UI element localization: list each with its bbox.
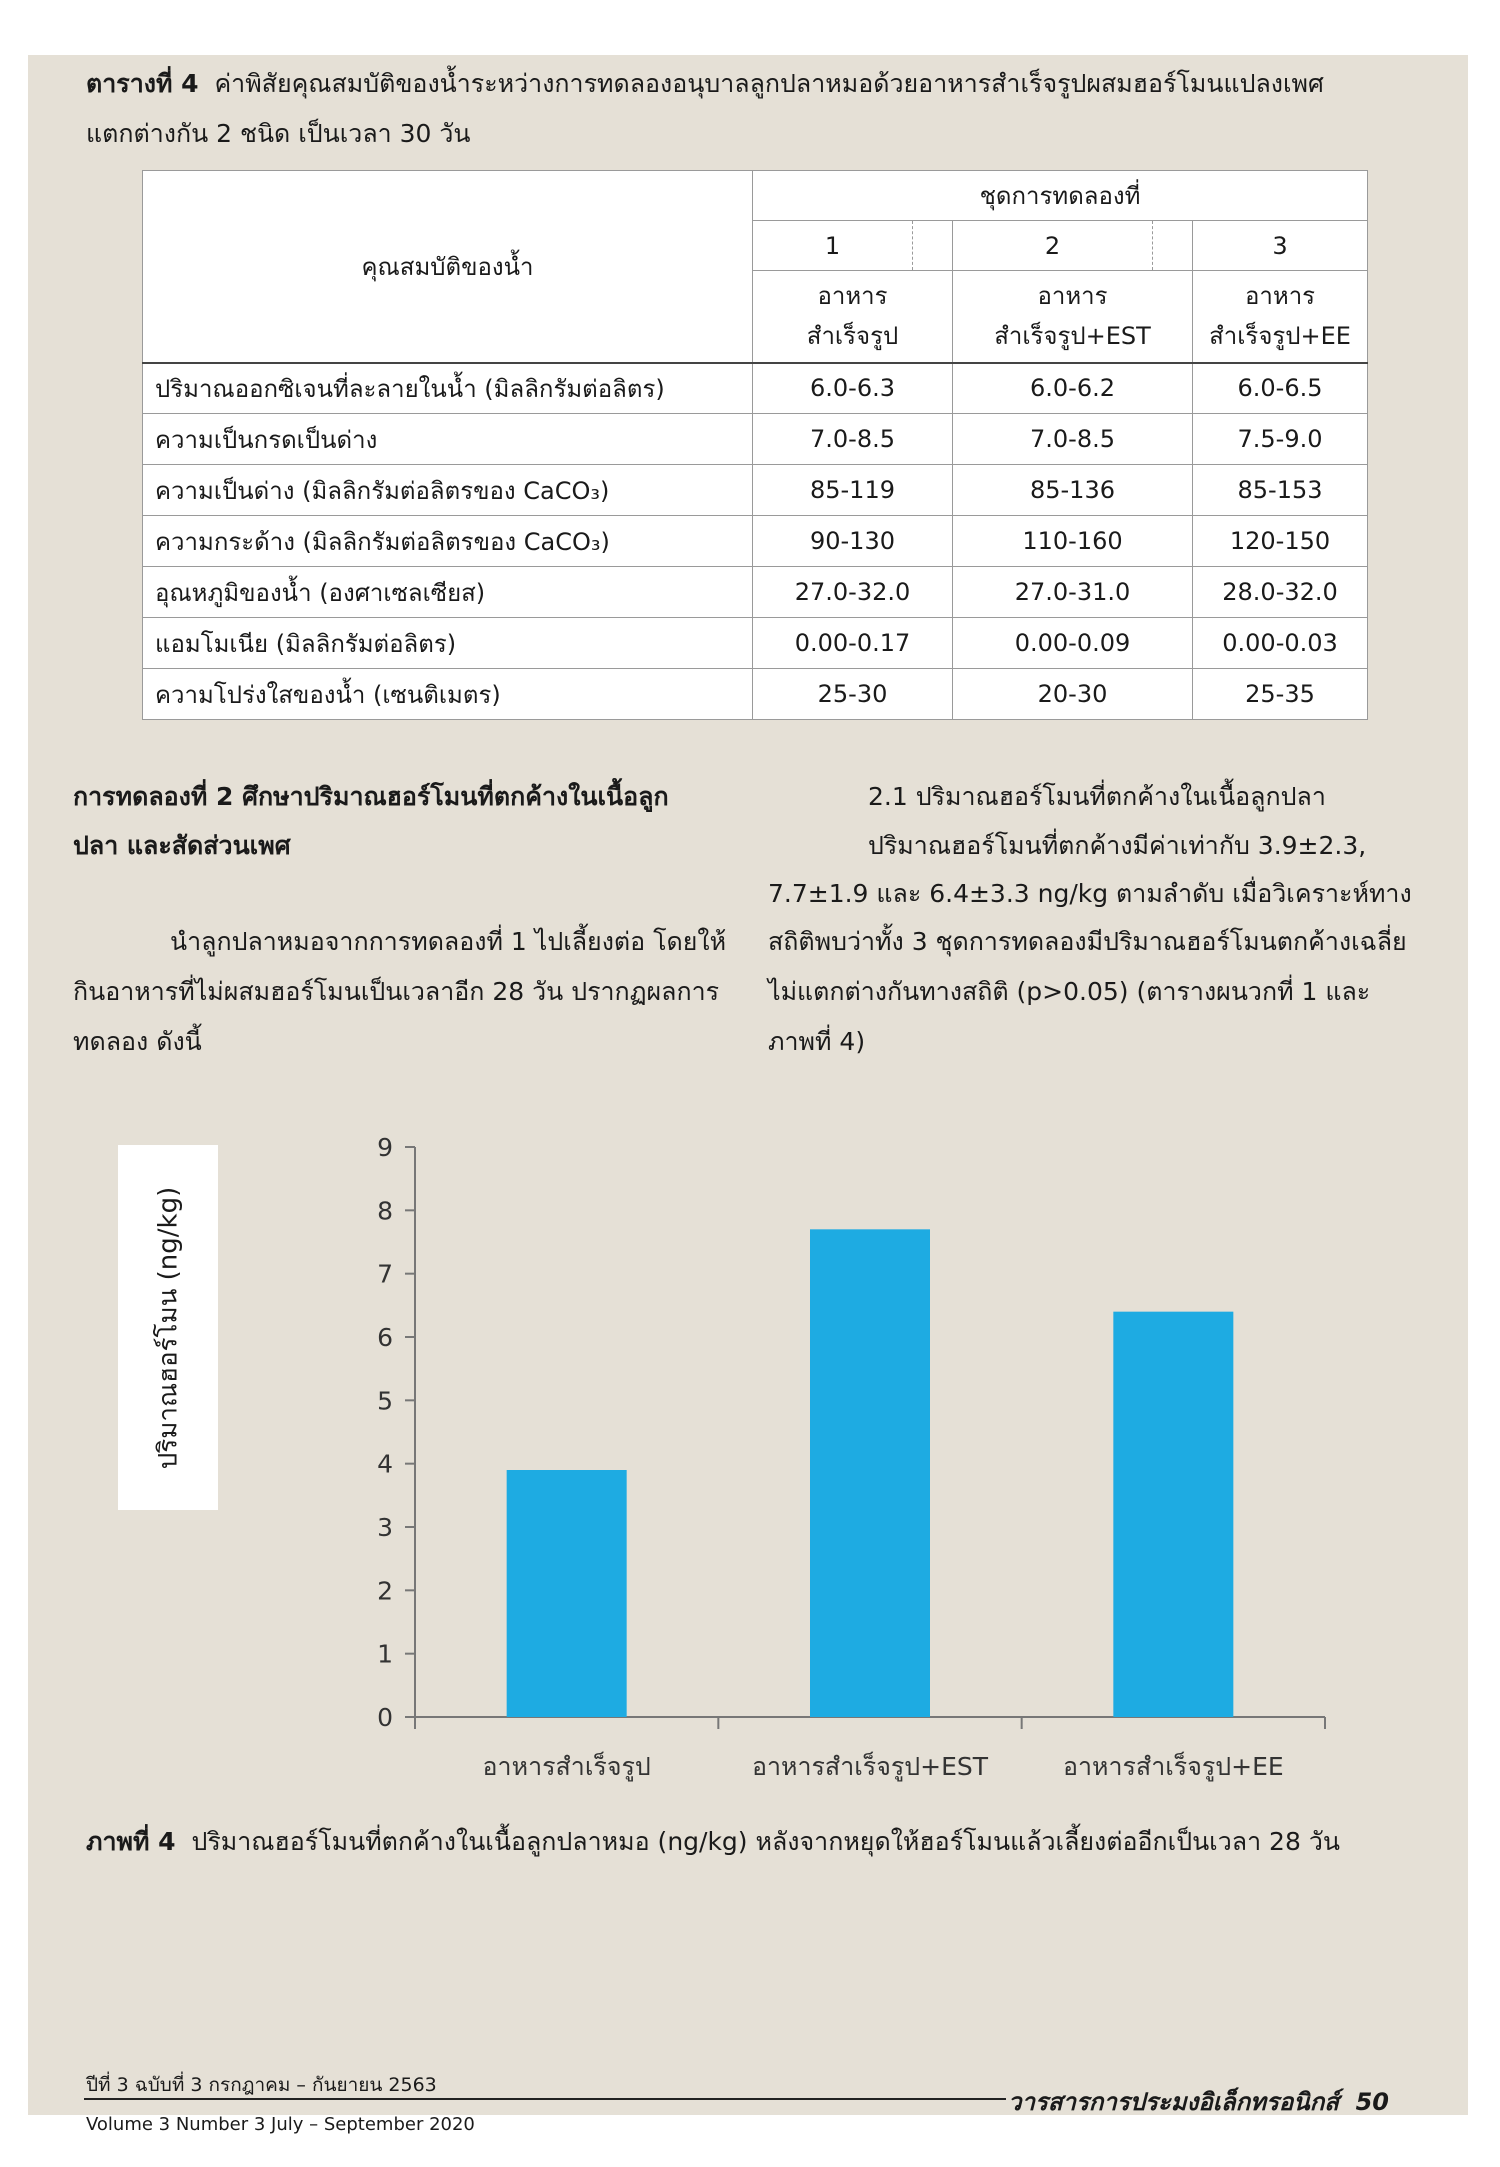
figure-caption-text: ปริมาณฮอร์โมนที่ตกค้างในเนื้อลูกปลาหมอ (ng/kg) หลังจากหยุดให้ฮอร์โมนแล้วเลี้ยงต่ออีกเป็นเวลา 28 วัน	[191, 1827, 1340, 1856]
value-cell: 27.0-32.0	[753, 567, 953, 618]
y-tick-label: 4	[377, 1449, 393, 1479]
set-number-3: 3	[1193, 221, 1368, 271]
figure-caption	[86, 1818, 1340, 1866]
param-cell: ความเป็นกรดเป็นด่าง	[143, 414, 753, 465]
table-caption-text: ค่าพิสัยคุณสมบัติของน้ำระหว่างการทดลองอนุบาลลูกปลาหมอด้วยอาหารสำเร็จรูปผสมฮอร์โมนแปลงเพศ	[214, 69, 1324, 98]
table-row	[143, 669, 1368, 720]
param-cell: ความเป็นด่าง (มิลลิกรัมต่อลิตรของ CaCO₃)	[143, 465, 753, 516]
table-row	[143, 618, 1368, 669]
section21-line1: ปริมาณฮอร์โมนที่ตกค้างมีค่าเท่ากับ 3.9±2.3,	[868, 831, 1367, 860]
footer-rule	[84, 2098, 1006, 2100]
table-row	[143, 465, 1368, 516]
set-gap-2	[1153, 221, 1193, 271]
value-cell: 27.0-31.0	[953, 567, 1193, 618]
y-tick-label: 1	[377, 1639, 393, 1669]
y-tick-label: 8	[377, 1196, 393, 1226]
set-number-2: 2	[953, 221, 1153, 271]
section21-line5: ภาพที่ 4)	[768, 1027, 866, 1056]
value-cell: 85-136	[953, 465, 1193, 516]
section21-line2: 7.7±1.9 และ 6.4±3.3 ng/kg ตามลำดับ เมื่อวิเคราะห์ทาง	[768, 879, 1412, 908]
param-header: คุณสมบัติของน้ำ	[143, 171, 753, 363]
section21-line3: สถิติพบว่าทั้ง 3 ชุดการทดลองมีปริมาณฮอร์โมนตกค้างเฉลี่ย	[768, 927, 1407, 956]
hormone-bar-chart	[340, 1125, 1360, 1825]
value-cell: 28.0-32.0	[1193, 567, 1368, 618]
set-gap-1	[913, 221, 953, 271]
experiment2-para-line2: กินอาหารที่ไม่ผสมฮอร์โมนเป็นเวลาอีก 28 วัน ปรากฏผลการ	[73, 977, 720, 1006]
y-axis-label-box	[118, 1145, 218, 1510]
section21-line4: ไม่แตกต่างกันทางสถิติ (p>0.05) (ตารางผนวกที่ 1 และ	[768, 977, 1371, 1006]
experiment2-heading-line1: การทดลองที่ 2 ศึกษาปริมาณฮอร์โมนที่ตกค้างในเนื้อลูก	[73, 782, 669, 811]
value-cell: 0.00-0.17	[753, 618, 953, 669]
value-cell: 6.0-6.3	[753, 363, 953, 414]
value-cell: 120-150	[1193, 516, 1368, 567]
y-tick-label: 5	[377, 1386, 393, 1416]
water-quality-table	[142, 170, 1368, 720]
value-cell: 25-30	[753, 669, 953, 720]
figure-caption-label: ภาพที่ 4	[86, 1827, 176, 1856]
bar	[1113, 1312, 1233, 1717]
y-axis-label: ปริมาณฮอร์โมน (ng/kg)	[153, 1186, 184, 1469]
footer-issue-thai: ปีที่ 3 ฉบับที่ 3 กรกฎาคม – กันยายน 2563	[86, 2074, 437, 2096]
feed-label-2: อาหาร สำเร็จรูป+EST	[953, 271, 1193, 363]
table-row	[143, 414, 1368, 465]
table-row	[143, 363, 1368, 414]
value-cell: 85-153	[1193, 465, 1368, 516]
param-cell: ความโปร่งใสของน้ำ (เซนติเมตร)	[143, 669, 753, 720]
footer-issue-en: Volume 3 Number 3 July – September 2020	[86, 2114, 475, 2135]
bar	[810, 1229, 930, 1717]
x-tick-label: อาหารสำเร็จรูป	[482, 1752, 651, 1781]
value-cell: 110-160	[953, 516, 1193, 567]
section21-heading: 2.1 ปริมาณฮอร์โมนที่ตกค้างในเนื้อลูกปลา	[868, 782, 1326, 811]
bar	[507, 1470, 627, 1717]
value-cell: 0.00-0.03	[1193, 618, 1368, 669]
experiment2-heading-line2: ปลา และสัดส่วนเพศ	[73, 831, 291, 860]
experiment2-para-line1: นำลูกปลาหมอจากการทดลองที่ 1 ไปเลี้ยงต่อ โดยให้	[170, 927, 727, 956]
y-tick-label: 0	[377, 1703, 393, 1732]
param-cell: ปริมาณออกซิเจนที่ละลายในน้ำ (มิลลิกรัมต่อลิตร)	[143, 363, 753, 414]
y-tick-label: 9	[377, 1133, 393, 1162]
y-tick-label: 7	[377, 1259, 393, 1289]
value-cell: 90-130	[753, 516, 953, 567]
param-cell: อุณหภูมิของน้ำ (องศาเซลเซียส)	[143, 567, 753, 618]
table-caption-label: ตารางที่ 4	[86, 69, 199, 98]
feed-label-1: อาหาร สำเร็จรูป	[753, 271, 953, 363]
experiment2-para-line3: ทดลอง ดังนี้	[73, 1027, 202, 1056]
set-number-1: 1	[753, 221, 913, 271]
value-cell: 85-119	[753, 465, 953, 516]
table-row	[143, 516, 1368, 567]
param-cell: ความกระด้าง (มิลลิกรัมต่อลิตรของ CaCO₃)	[143, 516, 753, 567]
y-tick-label: 6	[377, 1323, 393, 1352]
table-caption-line1	[86, 60, 1324, 108]
value-cell: 25-35	[1193, 669, 1368, 720]
value-cell: 6.0-6.5	[1193, 363, 1368, 414]
footer-journal	[1008, 2082, 1389, 2121]
page-number: 50	[1355, 2088, 1390, 2116]
value-cell: 6.0-6.2	[953, 363, 1193, 414]
y-tick-label: 3	[377, 1513, 393, 1542]
y-tick-label: 2	[377, 1576, 393, 1606]
param-cell: แอมโมเนีย (มิลลิกรัมต่อลิตร)	[143, 618, 753, 669]
value-cell: 7.5-9.0	[1193, 414, 1368, 465]
x-tick-label: อาหารสำเร็จรูป+EE	[1062, 1752, 1284, 1781]
group-header: ชุดการทดลองที่	[753, 171, 1368, 221]
x-tick-label: อาหารสำเร็จรูป+EST	[751, 1752, 989, 1781]
table-row	[143, 567, 1368, 618]
value-cell: 7.0-8.5	[753, 414, 953, 465]
table-caption-line2: แตกต่างกัน 2 ชนิด เป็นเวลา 30 วัน	[86, 119, 471, 148]
value-cell: 7.0-8.5	[953, 414, 1193, 465]
value-cell: 0.00-0.09	[953, 618, 1193, 669]
value-cell: 20-30	[953, 669, 1193, 720]
feed-label-3: อาหาร สำเร็จรูป+EE	[1193, 271, 1368, 363]
journal-name: วารสารการประมงอิเล็กทรอนิกส์	[1008, 2088, 1339, 2116]
